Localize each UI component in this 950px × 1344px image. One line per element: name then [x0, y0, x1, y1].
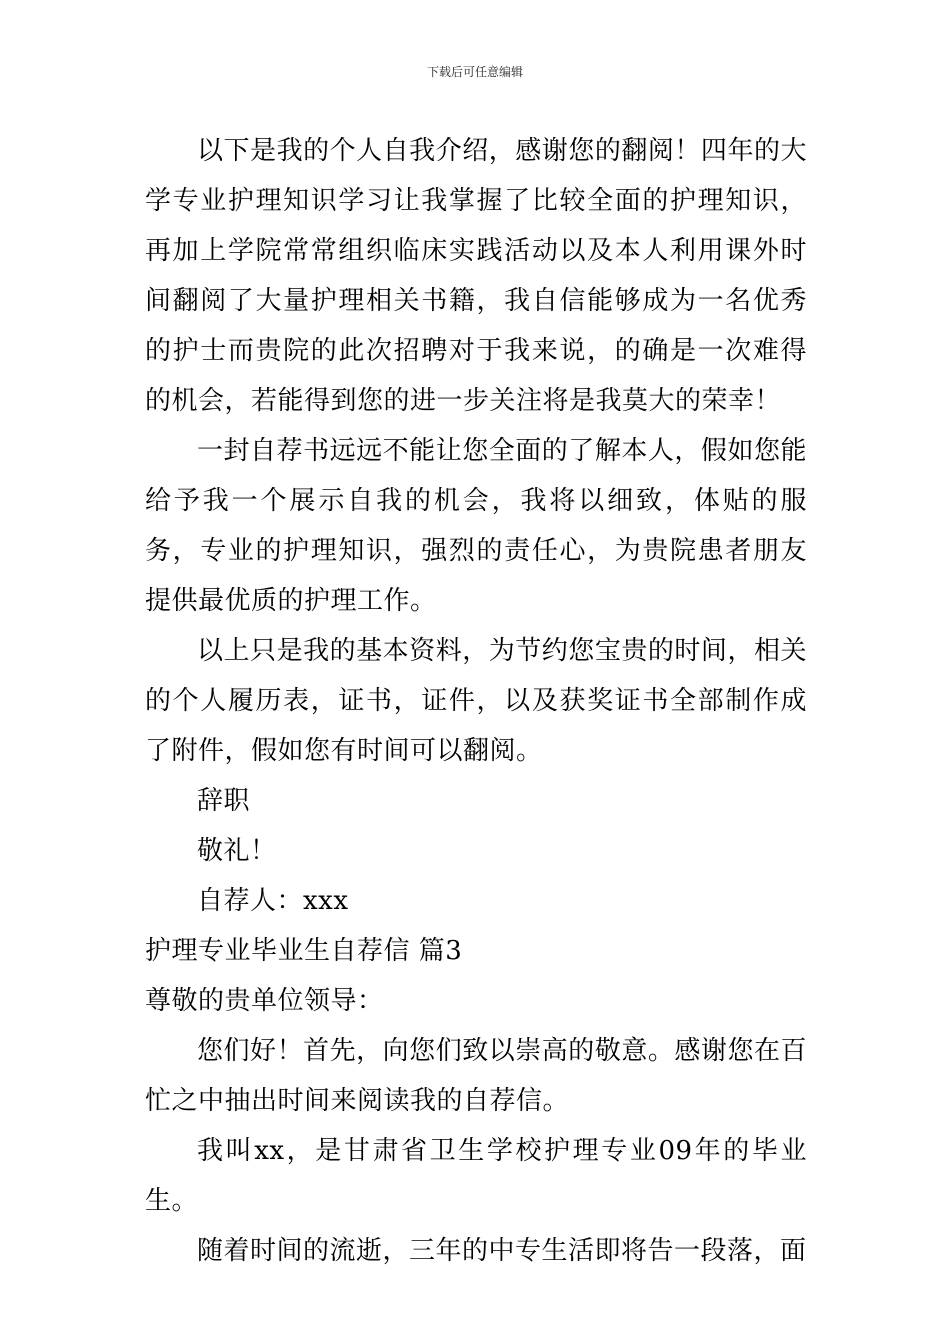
closing-line-1: 辞职 — [197, 786, 251, 816]
paragraph-introduction: 以下是我的个人自我介绍，感谢您的翻阅！四年的大学专业护理知识学习让我掌握了比较全面的护理知识，再加上学院常常组织临床实践活动以及本人利用课外时间翻阅了大量护理相关书籍，我自信能够成为一名优秀的护士而贵院的此次招聘对于我来说，的确是一次难得的机会，若能得到您的进一步关注将是我莫大的荣幸！ — [145, 136, 807, 416]
document-body — [145, 126, 807, 1276]
signature-line: 自荐人：xxx — [197, 886, 349, 916]
paragraph-continuation: 随着时间的流逝，三年的中专生活即将告一段落，面 — [197, 1236, 807, 1266]
section-heading: 护理专业毕业生自荐信 篇3 — [145, 936, 463, 966]
paragraph-self-intro: 我叫xx，是甘肃省卫生学校护理专业09年的毕业生。 — [145, 1136, 807, 1216]
paragraph-request-opportunity: 一封自荐书远远不能让您全面的了解本人，假如您能给予我一个展示自我的机会，我将以细致，体贴的服务，专业的护理知识，强烈的责任心，为贵院患者朋友提供最优质的护理工作。 — [145, 436, 807, 616]
closing-salute: 敬礼！ — [197, 836, 277, 866]
paragraph-attachments: 以上只是我的基本资料，为节约您宝贵的时间，相关的个人履历表，证书，证件，以及获奖证书全部制作成了附件，假如您有时间可以翻阅。 — [145, 636, 807, 766]
paragraph-greeting: 您们好！首先，向您们致以崇高的敬意。感谢您在百忙之中抽出时间来阅读我的自荐信。 — [145, 1036, 807, 1116]
salutation: 尊敬的贵单位领导： — [145, 986, 384, 1016]
page-header: 下载后可任意编辑 — [426, 65, 523, 79]
